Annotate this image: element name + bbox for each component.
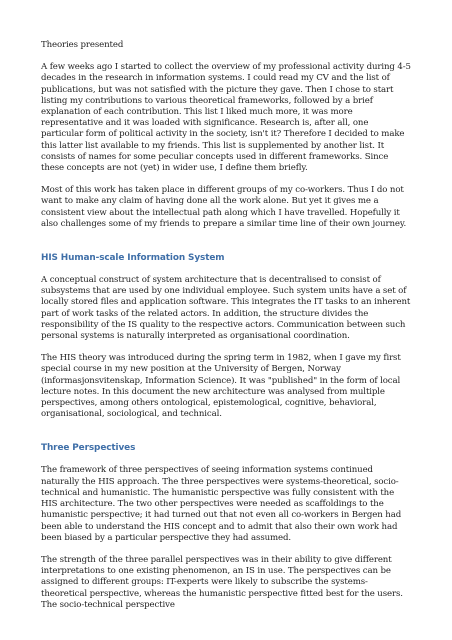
document-body <box>41 40 411 622</box>
his-paragraph-1: A conceptual construct of system architecture that is decentralised to consist of subsystems that are used by one individual employee. Such system units have a set of locally stored files and application software. This integrates the IT tasks to an inherent part of work tasks of the related actors. In addition, the structure divides the responsibility of the IS quality to the respective actors. Communication between such personal systems is naturally interpreted as organisational coordination. <box>41 275 411 342</box>
intro-paragraph-2: Most of this work has taken place in different groups of my co-workers. Thus I do not want to make any claim of having done all the work alone. But yet it gives me a consistent view about the intellectual path along which I have travelled. Hopefully it also challenges some of my friends to prepare a similar time line of their own journey. <box>41 185 407 229</box>
intro-paragraph-1: A few weeks ago I started to collect the overview of my professional activity during 4-5 decades in the research in information systems. I could read my CV and the list of publications, but was not satisfied with the picture they gave. Then I chose to start listing my contributions to various theoretical frameworks, followed by a brief explanation of each contribution. This list I liked much more, it was more representative and it was loaded with significance. Research is, after all, one particular form of political activity in the society, isn't it? Therefore I decided to make this latter list available to my friends. This list is supplemented by another list. It consists of names for some peculiar concepts used in different frameworks. Since these concepts are not (yet) in wider use, I define them briefly. <box>41 62 411 174</box>
section-heading-his: HIS Human-scale Information System <box>41 253 225 264</box>
three-perspectives-paragraph-1: The framework of three perspectives of seeing information systems continued naturally the HIS approach. The three perspectives were systems-theoretical, socio-technical and humanistic. The humanistic perspective was fully consistent with the HIS architecture. The two other perspectives were needed as scaffoldings to the humanistic perspective; it had turned out that not even all co-workers in Bergen had been able to understand the HIS concept and to admit that also their own work had been biased by a particular perspective they had assumed. <box>41 465 402 543</box>
section-heading-three-perspectives: Three Perspectives <box>41 443 136 454</box>
page-heading: Theories presented <box>41 40 124 50</box>
his-paragraph-2: The HIS theory was introduced during the spring term in 1982, when I gave my first special course in my new position at the University of Bergen, Norway (informasjonsvitenskap, Information Science). It was "published" in the form of local lecture notes. In this document the new architecture was analysed from multiple perspectives, among others ontological, epistemological, cognitive, behavioral, organisational, sociological, and technical. <box>41 353 401 420</box>
three-perspectives-paragraph-2: The strength of the three parallel perspectives was in their ability to give different interpretations to one existing phenomenon, an IS in use. The perspectives can be assigned to different groups: IT-experts were likely to subscribe the systems-theoretical perspective, whereas the humanistic perspective fitted best for the users. The socio-technical perspective <box>41 554 403 610</box>
